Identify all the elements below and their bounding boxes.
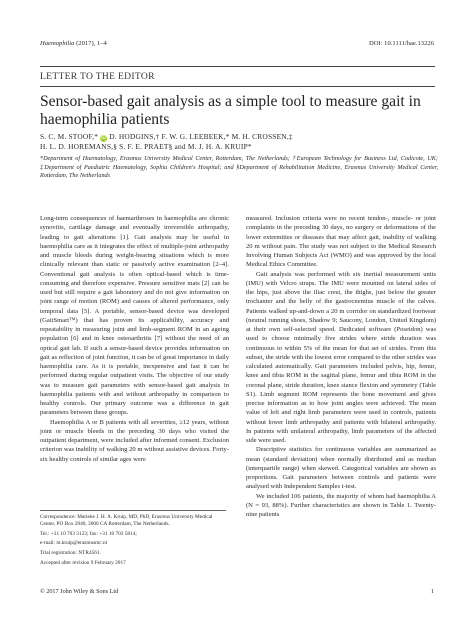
authors-line1-b: D. HODGINS,† F. W. G. LEEBEEK,* M. H. CROSSEN,‡ [107,132,293,141]
body-column-left [40,214,229,464]
authors-line2: H. L. D. HOREMANS,§ S. F. E. PRAET§ and M. J. H. A. KRUIP* [40,142,252,151]
section-rule-top [40,66,435,67]
paragraph: We included 106 patients, the majority of whom had haemophilia A (N = 93, 88%). Further characteristics are shown in Table 1. Twenty-nine patients [246,492,436,518]
paragraph: measured. Inclusion criteria were no recent tendon-, muscle- or joint complaints in the preceding 30 days, no surgery or deformations of the lower extremities or diseases that may affect gait, inability of walking 20 m without pain. The study was not subject to the Medical Research Involving Human Subjects Act (WMO) and was approved by the local Medical Ethics Committee. [246,215,436,269]
accepted-date: Accepted after revision 9 February 2017 [40,559,126,566]
section-label: LETTER TO THE EDITOR [40,71,155,82]
paragraph: Haemophilia A or B patients with all severities, ≥12 years, without joint or muscle bleeds in the preceding 30 days who visited the outpatient department, were included after informed consent. Exclusion criterion was inability of walking 20 m without assistive devices. Forty-six healthy controls of similar ages were [40,418,229,463]
running-head-journal [40,40,107,47]
paragraph: Descriptive statistics for continuous variables are summarized as mean (standard deviation) when normally distributed and as median (interquartile range) when skewed. Categorical variables are shown as proportions. Gait parameters between controls and patients were analysed with Independent Samples t-test. [246,446,436,491]
journal-issue: (2017), 1–4 [74,40,107,47]
copyright-notice: © 2017 John Wiley & Sons Ltd [40,588,119,595]
orcid-icon[interactable]: iD [101,135,107,141]
paragraph: Gait analysis was performed with six inertial measurement units (IMU) with Velcro straps. The IMU were mounted on lateral sides of the hips, just above the iliac crest, the thighs, just below the greater trochanter and the belly of the gastrocnemius muscle of the calves. Patients walked up-and-down a 20 m corridor on standardized footwear (neutral running shoes, Shadow 9; Saucony, London, United Kingdom) at their own self-selected speed. Dedicated software (Poseidon) was used to choose minimally five strides where stride duration was continuous to within 5% of the mean for that set of strides. From this subset, the stride with the lowest error compared to the other strides was calculated automatically. Gait parameters included pelvis, hip, femur, knee and tibia ROM in the sagittal plane, femur and tibia ROM in the coronal plane, stride duration, knee stance flexion and symmetry (Table S1). Limb segment ROM represents the bone movement and gives precise information as to how joint angles were achieved. The mean value of left and right limb parameters were used in controls, patients without lower limb arthropathy and patients with bilateral arthropathy. In patients with unilateral arthropathy, limb parameters of the affected side were used. [246,270,436,444]
authors-line1-a: S. C. M. STOOF,* [40,132,99,141]
section-rule-bottom [40,86,435,87]
paragraph: Long-term consequences of haemarthroses in haemophilia are chronic synovitis, cartilage damage and eventually irreversible arthropathy, leading to gait alterations [1]. Gait analysis may be useful in haemophilia care as it integrates the effect of multiple-joint arthropathy and muscle bleeds during weight-bearing situations which is more clinically relevant than static or passively active examination [2–4]. Conventional gait analysis is often optical-based which is time-consuming and therefore expensive. Pressure sensitive mats [2] can be used but still require a gait laboratory and do not give information on joint range of motion (ROM) and causes of altered performance, only temporal data [5]. A portable, sensor-based device was developed (GaitSmart™) that has proven its applicability, accuracy and repeatability in measuring joint and limb-segment ROM in an ageing population [6] and in knee osteoarthritis [7] without the need of an optical gait lab. If such a sensor-based device provides information on gait as reflection of joint function, it can be of great importance in daily haemophilia care. As it is portable, inexpensive and fast it can be performed during regular outpatient visits. The objective of our study was to measure gait parameters with sensor-based gait analysis in haemophilia patients with and without arthropathy in comparison to healthy controls. Our primary outcome was a difference in gait parameters between these groups. [40,215,229,417]
affiliations: *Department of Haematology, Erasmus University Medical Center, Rotterdam, The Netherlands; †European Technology for Business Ltd, Codicote, UK; ‡Department of Paediatric Haematology, Sophia Children's Hospital; and §Department of Rehabilitation Medicine, Erasmus University Medical Center, Rotterdam, The Netherlands [40,155,438,179]
body-column-right [246,214,436,519]
correspondence-email[interactable]: e-mail: m.kruip@erasmusmc.nl [40,540,108,547]
trial-registration: Trial registration: NTR4561. [40,550,101,557]
correspondence-phone: Tel.: +31 10 703 3123; fax: +31 10 703 5814; [40,530,137,537]
author-list [40,132,440,152]
running-head-doi[interactable]: DOI: 10.1111/hae.13226 [368,40,434,47]
correspondence-footnote [40,514,226,570]
correspondence-address: Correspondence: Marieke J. H. A. Kruip, MD, PhD, Erasmus University Medical Center, PO Box 2040, 3000 CA Rotterdam, The Netherlands. [40,514,213,528]
page-number: 1 [430,588,434,595]
journal-name: Haemophilia [40,40,75,47]
article-title: Sensor-based gait analysis as a simple tool to measure gait in haemophilia patients [40,93,421,128]
footnote-rule [40,510,226,511]
